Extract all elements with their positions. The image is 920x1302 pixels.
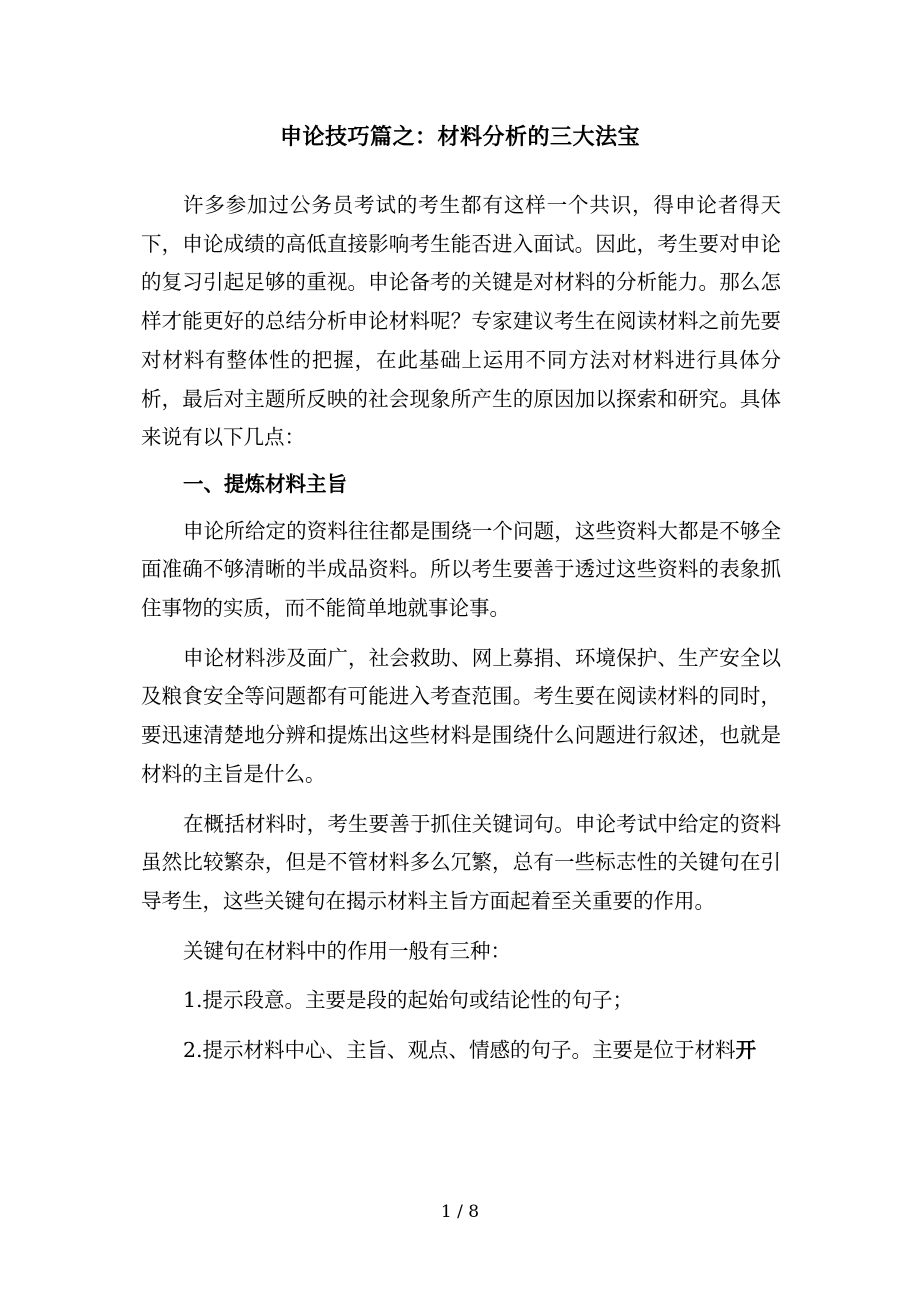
intro-paragraph: 许多参加过公务员考试的考生都有这样一个共识，得申论者得天下，申论成绩的高低直接影响考生能否进入面试。因此，考生要对申论的复习引起足够的重视。申论备考的关键是对材料的分析能力。那么怎样才能更好的总结分析申论材料呢？专家建议考生在阅读材料之前先要对材料有整体性的把握，在此基础上运用不同方法对材料进行具体分析，最后对主题所反映的社会现象所产生的原因加以探索和研究。具体来说有以下几点：: [141, 193, 781, 450]
document-body: [141, 186, 781, 1070]
paragraph-3: 在概括材料时，考生要善于抓住关键词句。申论考试中给定的资料虽然比较繁杂，但是不管材料多么冗繁，总有一些标志性的关键句在引导考生，这些关键句在揭示材料主旨方面起着至关重要的作用。: [141, 811, 781, 913]
list-item-2: [141, 1031, 781, 1070]
list-item-1: 1.提示段意。主要是段的起始句或结论性的句子；: [183, 988, 634, 1013]
list-item-2-text: 2.提示材料中心、主旨、观点、情感的句子。主要是位于材料: [183, 1038, 736, 1063]
paragraph-2: 申论材料涉及面广，社会救助、网上募捐、环境保护、生产安全以及粮食安全等问题都有可能进入考查范围。考生要在阅读材料的同时，要迅速清楚地分辨和提炼出这些材料是围绕什么问题进行叙述，也就是材料的主旨是什么。: [141, 645, 781, 786]
list-item-2-bold-text: 开: [735, 1038, 757, 1063]
paragraph-1: 申论所给定的资料往往都是围绕一个问题，这些资料大都是不够全面准确不够清晰的半成品资料。所以考生要善于透过这些资料的表象抓住事物的实质，而不能简单地就事论事。: [141, 518, 781, 621]
paragraph-4: 关键句在材料中的作用一般有三种：: [183, 938, 511, 963]
section-heading-1: 一、提炼材料主旨: [183, 471, 347, 496]
page-number: 1 / 8: [440, 1202, 480, 1222]
document-title: 申论技巧篇之：材料分析的三大法宝: [279, 124, 640, 150]
